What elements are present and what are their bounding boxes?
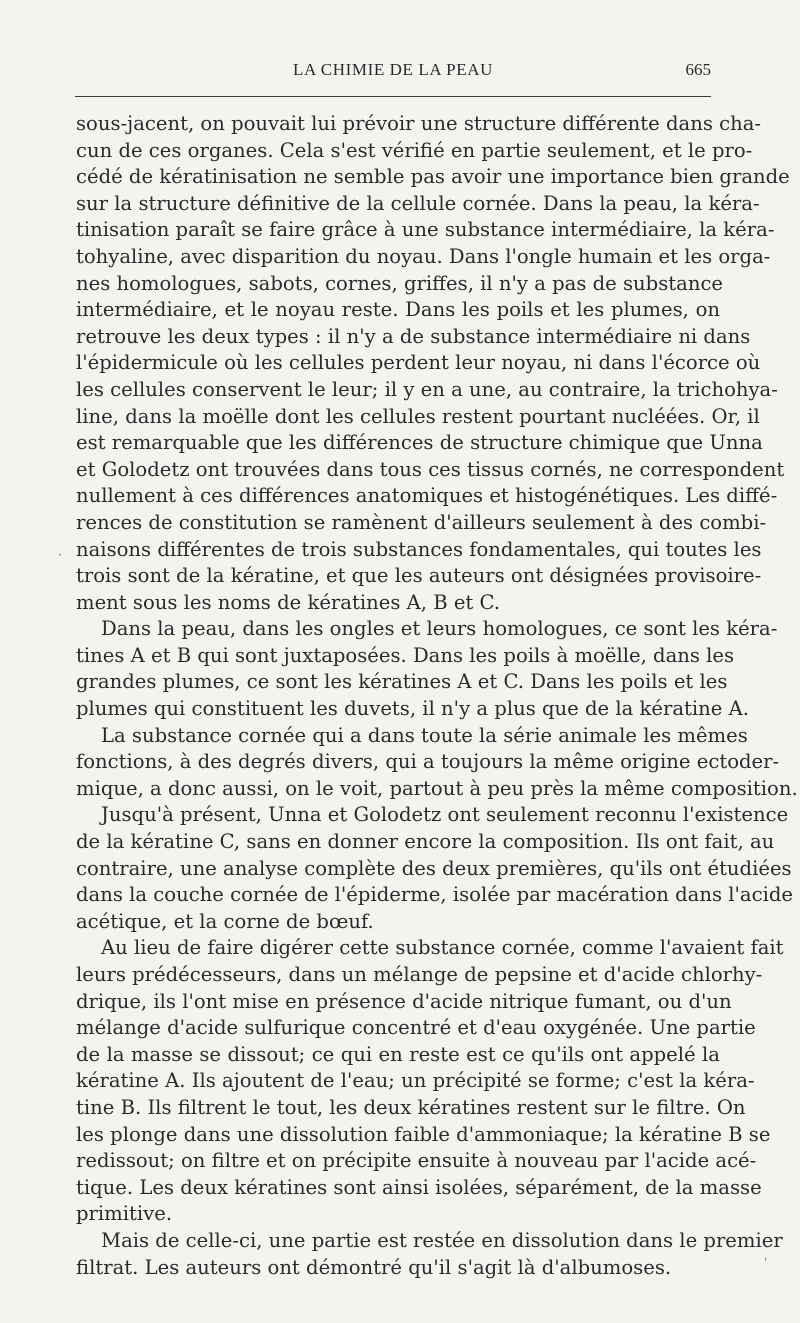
text-line: cun de ces organes. Cela s'est vérifié en partie seulement, et le pro- bbox=[76, 138, 753, 162]
paragraph-3 bbox=[76, 723, 798, 803]
text-line: acétique, et la corne de bœuf. bbox=[76, 909, 374, 933]
text-line: filtrat. Les auteurs ont démontré qu'il s'agit là d'albumoses. bbox=[76, 1255, 672, 1279]
text-line: dans la couche cornée de l'épiderme, isolée par macération dans l'acide bbox=[76, 883, 793, 907]
margin-tick: ˌ bbox=[764, 1248, 768, 1262]
paragraph-1 bbox=[76, 111, 790, 616]
text-line: tine B. Ils filtrent le tout, les deux kératines restent sur le filtre. On bbox=[76, 1095, 746, 1119]
text-line: les plonge dans une dissolution faible d'ammoniaque; la kératine B se bbox=[76, 1122, 771, 1146]
text-line: tohyaline, avec disparition du noyau. Dans l'ongle humain et les orga- bbox=[76, 244, 771, 268]
text-line: l'épidermicule où les cellules perdent leur noyau, ni dans l'écorce où bbox=[76, 351, 761, 375]
text-line: Jusqu'à présent, Unna et Golodetz ont seulement reconnu l'existence bbox=[101, 803, 789, 827]
text-line: rences de constitution se ramènent d'ailleurs seulement à des combi- bbox=[76, 510, 767, 534]
body-text bbox=[76, 111, 798, 1281]
text-line: tines A et B qui sont juxtaposées. Dans les poils à moëlle, dans les bbox=[76, 643, 735, 667]
text-line: Mais de celle-ci, une partie est restée en dissolution dans le premier bbox=[101, 1228, 783, 1252]
text-line: sur la structure définitive de la cellule cornée. Dans la peau, la kéra- bbox=[76, 191, 760, 215]
text-line: retrouve les deux types : il n'y a de substance intermédiaire ni dans bbox=[76, 324, 751, 348]
running-head: LA CHIMIE DE LA PEAU bbox=[293, 60, 493, 79]
text-line: de la kératine C, sans en donner encore la composition. Ils ont fait, au bbox=[76, 830, 775, 854]
text-line: ment sous les noms de kératines A, B et C. bbox=[76, 590, 501, 614]
text-line: tinisation paraît se faire grâce à une substance intermédiaire, la kéra- bbox=[76, 218, 775, 242]
paragraph-6 bbox=[76, 1228, 783, 1281]
text-line: contraire, une analyse complète des deux premières, qu'ils ont étudiées bbox=[76, 856, 792, 880]
text-line: redissout; on filtre et on précipite ensuite à nouveau par l'acide acé- bbox=[76, 1149, 757, 1173]
text-line: plumes qui constituent les duvets, il n'y a plus que de la kératine A. bbox=[76, 697, 749, 721]
text-line: Au lieu de faire digérer cette substance cornée, comme l'avaient fait bbox=[101, 936, 784, 960]
text-line: cédé de kératinisation ne semble pas avoir une importance bien grande bbox=[76, 165, 790, 189]
text-line: fonctions, à des degrés divers, qui a toujours la même origine ectoder- bbox=[76, 750, 780, 774]
text-line: nes homologues, sabots, cornes, griffes, il n'y a pas de substance bbox=[76, 271, 724, 295]
text-line: intermédiaire, et le noyau reste. Dans les poils et les plumes, on bbox=[76, 298, 720, 322]
text-line: La substance cornée qui a dans toute la série animale les mêmes bbox=[101, 723, 748, 747]
paragraph-2 bbox=[76, 616, 778, 722]
text-line: grandes plumes, ce sont les kératines A et C. Dans les poils et les bbox=[76, 670, 728, 694]
text-line: est remarquable que les différences de structure chimique que Unna bbox=[76, 431, 763, 455]
text-line: Dans la peau, dans les ongles et leurs homologues, ce sont les kéra- bbox=[101, 617, 778, 641]
text-line: les cellules conservent le leur; il y en a une, au contraire, la trichohya- bbox=[76, 377, 778, 401]
text-line: et Golodetz ont trouvées dans tous ces tissus cornés, ne correspondent bbox=[76, 457, 785, 481]
text-line: primitive. bbox=[76, 1202, 173, 1226]
text-line: drique, ils l'ont mise en présence d'acide nitrique fumant, ou d'un bbox=[76, 989, 732, 1013]
text-line: de la masse se dissout; ce qui en reste est ce qu'ils ont appelé la bbox=[76, 1042, 720, 1066]
margin-dot: · bbox=[58, 548, 62, 562]
header-rule bbox=[75, 96, 711, 97]
paragraph-5 bbox=[76, 935, 784, 1228]
text-line: tique. Les deux kératines sont ainsi isolées, séparément, de la masse bbox=[76, 1175, 762, 1199]
text-line: kératine A. Ils ajoutent de l'eau; un précipité se forme; c'est la kéra- bbox=[76, 1069, 755, 1093]
page-number: 665 bbox=[685, 60, 711, 79]
text-line: nullement à ces différences anatomiques et histogénétiques. Les diffé- bbox=[76, 484, 778, 508]
text-line: naisons différentes de trois substances fondamentales, qui toutes les bbox=[76, 537, 762, 561]
text-line: line, dans la moëlle dont les cellules restent pourtant nucléées. Or, il bbox=[76, 404, 760, 428]
text-line: mélange d'acide sulfurique concentré et d'eau oxygénée. Une partie bbox=[76, 1016, 756, 1040]
paragraph-4 bbox=[76, 802, 793, 935]
text-line: sous-jacent, on pouvait lui prévoir une structure différente dans cha- bbox=[76, 112, 762, 135]
text-line: leurs prédécesseurs, dans un mélange de pepsine et d'acide chlorhy- bbox=[76, 963, 763, 986]
text-line: mique, a donc aussi, on le voit, partout à peu près la même composition. bbox=[76, 776, 798, 800]
page-header bbox=[75, 58, 711, 88]
text-line: trois sont de la kératine, et que les auteurs ont désignées provisoire- bbox=[76, 564, 762, 588]
